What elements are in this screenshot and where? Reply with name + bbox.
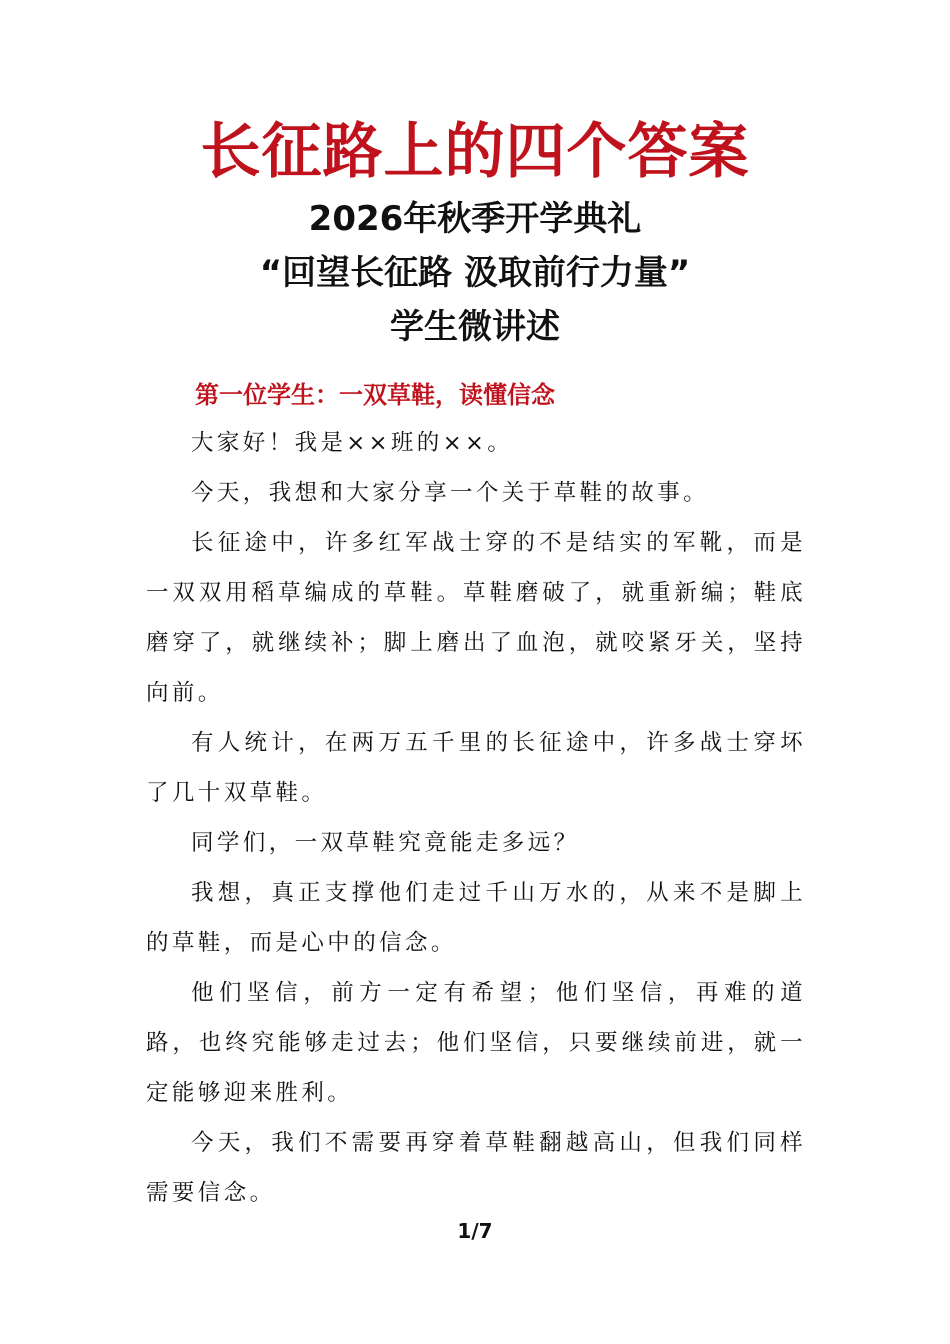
- paragraph: 有人统计，在两万五千里的长征途中，许多战士穿坏了几十双草鞋。: [146, 730, 806, 806]
- paragraph: 长征途中，许多红军战士穿的不是结实的军靴，而是一双双用稻草编成的草鞋。草鞋磨破了，就重新编；鞋底磨穿了，就继续补；脚上磨出了血泡，就咬紧牙关，坚持向前。: [146, 530, 806, 706]
- subtitle-theme: “回望长征路 汲取前行力量”: [259, 253, 691, 293]
- paragraph: 我想，真正支撑他们走过千山万水的，从来不是脚上的草鞋，而是心中的信念。: [146, 880, 806, 956]
- section-heading: 第一位学生：一双草鞋，读懂信念: [195, 381, 555, 409]
- subtitle-event: 2026年秋季开学典礼: [308, 199, 642, 239]
- subtitle-type: 学生微讲述: [390, 307, 560, 347]
- paragraph: 同学们，一双草鞋究竟能走多远？: [191, 830, 580, 856]
- paragraph: 他们坚信，前方一定有希望；他们坚信，再难的道路，也终究能够走过去；他们坚信，只要继续前进，就一定能够迎来胜利。: [146, 980, 806, 1106]
- paragraph: 今天，我想和大家分享一个关于草鞋的故事。: [191, 480, 710, 506]
- body-text: [146, 418, 806, 1218]
- document-title: 长征路上的四个答案: [200, 117, 750, 187]
- page-number: 1/7: [457, 1219, 493, 1243]
- subtitle-block: [0, 192, 950, 354]
- paragraph: 大家好！我是××班的××。: [191, 430, 514, 456]
- paragraph: 今天，我们不需要再穿着草鞋翻越高山，但我们同样需要信念。: [146, 1130, 806, 1206]
